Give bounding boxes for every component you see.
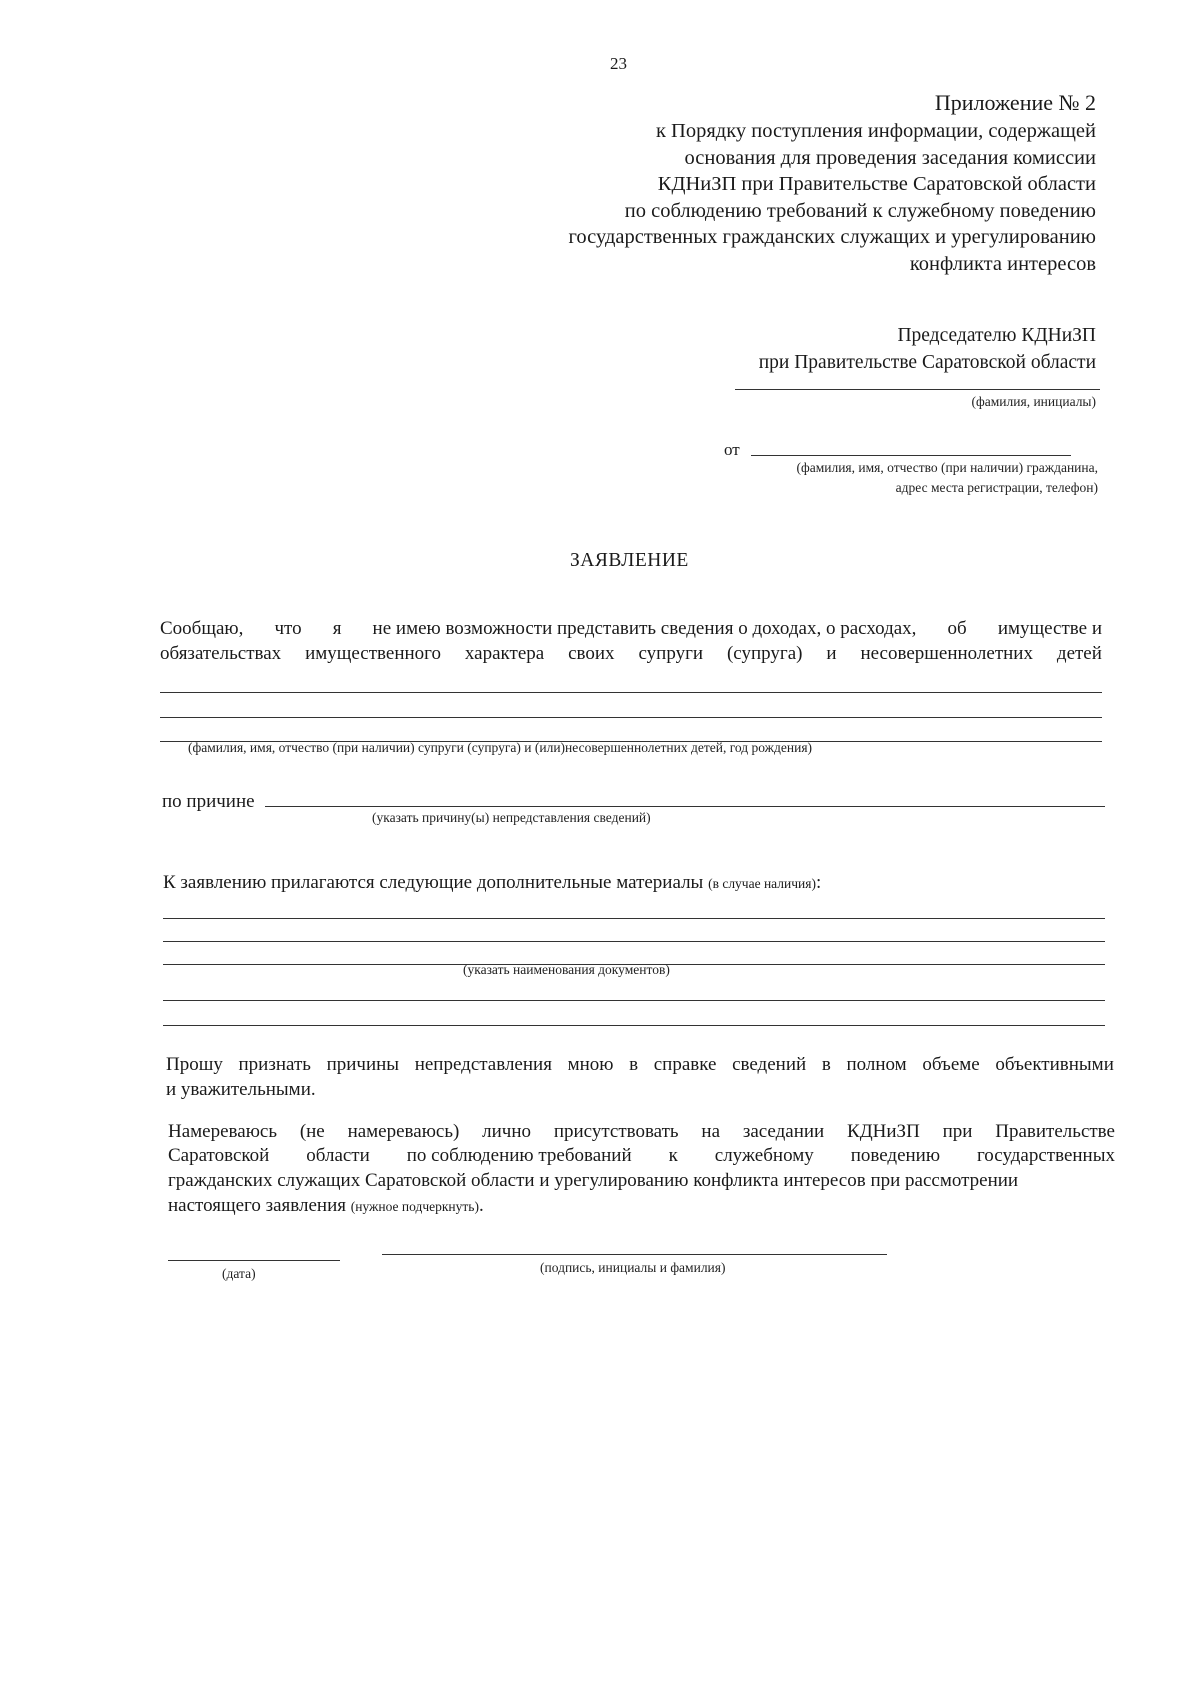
appendix-line: к Порядку поступления информации, содержащей bbox=[655, 120, 1096, 142]
addressee-line: Председателю КДНиЗП bbox=[897, 325, 1096, 346]
family-line-2[interactable] bbox=[160, 717, 1102, 718]
word: характера bbox=[464, 643, 545, 664]
addressee-block bbox=[759, 322, 1096, 376]
paragraph2-row1 bbox=[166, 1054, 1114, 1076]
word: что bbox=[274, 618, 302, 639]
attachments-line-1[interactable] bbox=[163, 918, 1105, 919]
word: сведений bbox=[732, 1054, 807, 1075]
word: полном bbox=[846, 1054, 907, 1075]
word: Правительстве bbox=[995, 1121, 1115, 1142]
word: в bbox=[821, 1054, 831, 1075]
appendix-line: КДНиЗП при Правительстве Саратовской области bbox=[657, 173, 1096, 195]
word: при bbox=[942, 1121, 973, 1142]
date-hint: (дата) bbox=[222, 1266, 256, 1281]
addressee-name-line[interactable] bbox=[735, 389, 1100, 390]
word: я bbox=[332, 618, 342, 639]
word: признать bbox=[238, 1054, 311, 1075]
word: обязательствах bbox=[160, 643, 282, 664]
attachments-note: (в случае наличия) bbox=[708, 876, 816, 891]
attachments-colon: : bbox=[815, 872, 822, 893]
appendix-block bbox=[569, 88, 1096, 277]
word: намереваюсь) bbox=[347, 1121, 460, 1142]
word: несовершеннолетних bbox=[860, 643, 1033, 664]
word: к bbox=[668, 1145, 678, 1166]
word: своих bbox=[568, 643, 615, 664]
attachments-label bbox=[163, 872, 821, 894]
word: и bbox=[826, 643, 837, 664]
word: имущественного bbox=[305, 643, 441, 664]
word: служебному bbox=[714, 1145, 814, 1166]
reason-hint: (указать причину(ы) непредставления сведений) bbox=[372, 810, 651, 825]
attachments-line-4[interactable] bbox=[163, 1000, 1105, 1001]
attachments-line-2[interactable] bbox=[163, 941, 1105, 942]
appendix-line: по соблюдению требований к служебному поведению bbox=[624, 199, 1096, 222]
word: объективными bbox=[995, 1054, 1114, 1075]
word: (супруга) bbox=[726, 643, 803, 664]
page-number: 23 bbox=[610, 54, 627, 73]
word: мною bbox=[567, 1054, 614, 1075]
word: Саратовской bbox=[168, 1145, 270, 1166]
from-hint-2: адрес места регистрации, телефон) bbox=[895, 480, 1098, 495]
word: на bbox=[701, 1121, 721, 1142]
word: Сообщаю, bbox=[160, 618, 244, 639]
paragraph3-row4-main: настоящего заявления bbox=[168, 1195, 346, 1216]
paragraph3-row2 bbox=[168, 1145, 1115, 1167]
appendix-title: Приложение № 2 bbox=[934, 90, 1096, 115]
attachments-hint: (указать наименования документов) bbox=[463, 962, 670, 977]
from-hint-1: (фамилия, имя, отчество (при наличии) гражданина, bbox=[796, 460, 1098, 475]
document-title: ЗАЯВЛЕНИЕ bbox=[570, 550, 689, 571]
word: (не bbox=[299, 1121, 325, 1142]
word: объеме bbox=[922, 1054, 980, 1075]
paragraph1-row2 bbox=[160, 643, 1102, 665]
paragraph3-row3: гражданских служащих Саратовской области и урегулированию конфликта интересов при рассмотрении bbox=[168, 1170, 1019, 1191]
word: поведению bbox=[850, 1145, 941, 1166]
word: Прошу bbox=[166, 1054, 223, 1075]
paragraph3-row1 bbox=[168, 1121, 1115, 1143]
word: супруги bbox=[638, 643, 704, 664]
paragraph2-row2: и уважительными. bbox=[166, 1079, 316, 1100]
from-line[interactable] bbox=[751, 455, 1071, 456]
family-line-1[interactable] bbox=[160, 692, 1102, 693]
reason-label: по причине bbox=[162, 791, 255, 812]
word: непредставления bbox=[414, 1054, 552, 1075]
paragraph3-row4-note: (нужное подчеркнуть) bbox=[350, 1199, 479, 1214]
word: справке bbox=[653, 1054, 717, 1075]
appendix-line: конфликта интересов bbox=[909, 252, 1096, 275]
word: об bbox=[947, 618, 967, 639]
appendix-line: государственных гражданских служащих и урегулированию bbox=[568, 226, 1096, 248]
date-line[interactable] bbox=[168, 1260, 340, 1261]
word: не имею возможности представить сведения о доходах, о расходах, bbox=[372, 618, 917, 639]
paragraph3-row4-end: . bbox=[478, 1195, 484, 1216]
word: имуществе и bbox=[997, 618, 1102, 639]
word: причины bbox=[326, 1054, 400, 1075]
word: присутствовать bbox=[553, 1121, 679, 1142]
word: КДНиЗП bbox=[847, 1121, 920, 1142]
addressee-line: при Правительстве Саратовской области bbox=[758, 352, 1096, 373]
attachments-label-text: К заявлению прилагаются следующие дополнительные материалы bbox=[163, 872, 704, 893]
signature-line[interactable] bbox=[382, 1254, 887, 1255]
reason-line[interactable] bbox=[265, 806, 1105, 807]
word: заседании bbox=[742, 1121, 825, 1142]
signature-hint: (подпись, инициалы и фамилия) bbox=[540, 1260, 726, 1275]
paragraph1-row1 bbox=[160, 618, 1102, 640]
word: Намереваюсь bbox=[168, 1121, 277, 1142]
appendix-line: основания для проведения заседания комиссии bbox=[684, 146, 1096, 169]
attachments-line-5[interactable] bbox=[163, 1025, 1105, 1026]
word: лично bbox=[482, 1121, 532, 1142]
word: в bbox=[629, 1054, 639, 1075]
word: области bbox=[306, 1145, 370, 1166]
from-label: от bbox=[724, 440, 740, 459]
paragraph3-row4 bbox=[168, 1195, 484, 1217]
addressee-name-hint: (фамилия, инициалы) bbox=[971, 394, 1096, 409]
word: по соблюдению требований bbox=[406, 1145, 632, 1166]
family-hint: (фамилия, имя, отчество (при наличии) супруги (супруга) и (или)несовершеннолетних детей, год рождения) bbox=[188, 740, 813, 755]
word: государственных bbox=[976, 1145, 1115, 1166]
word: детей bbox=[1056, 643, 1102, 664]
